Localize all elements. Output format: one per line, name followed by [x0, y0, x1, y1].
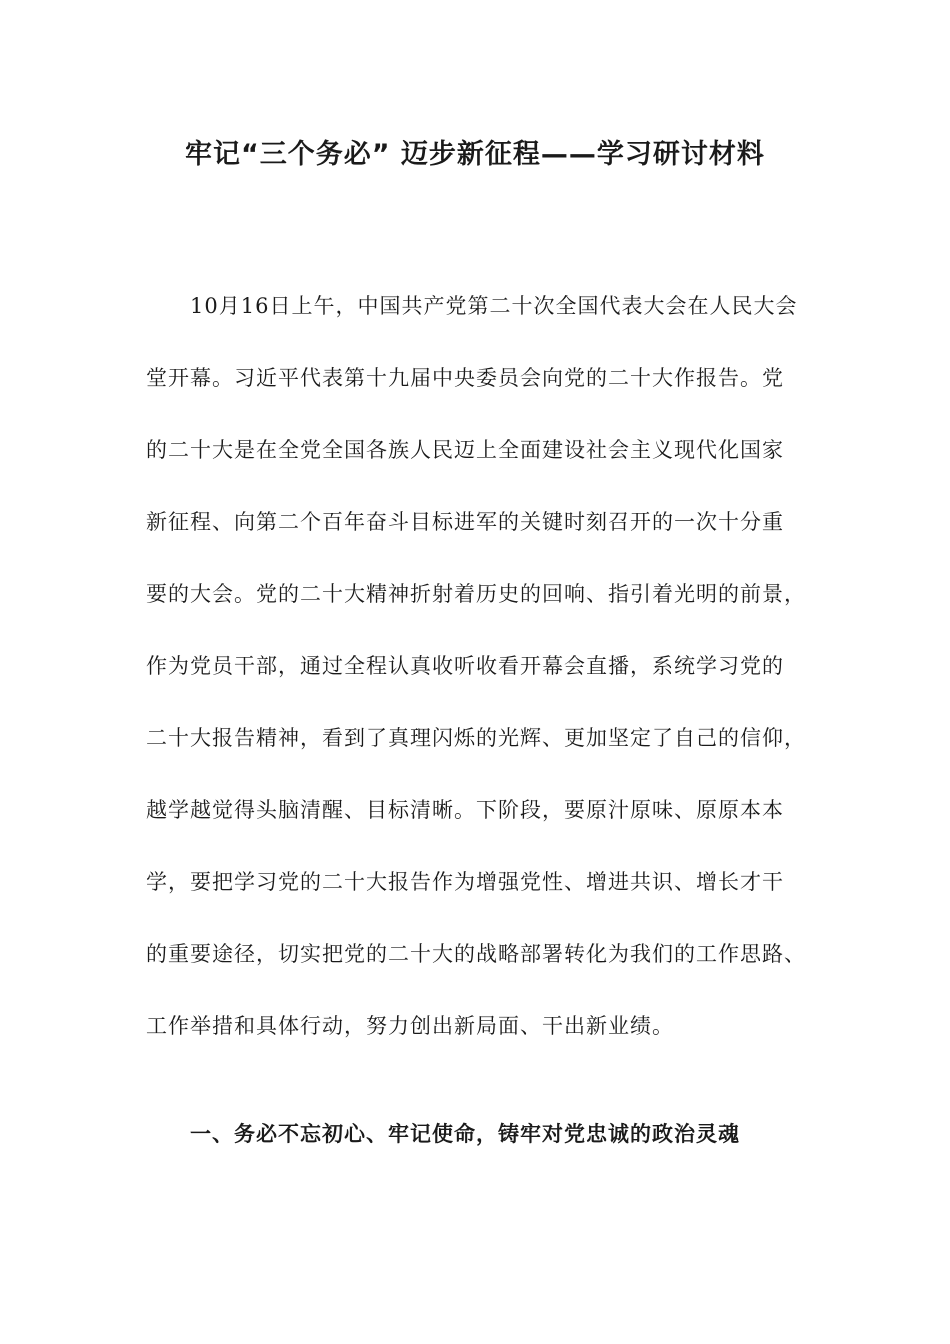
paragraph-line: 要的大会。党的二十大精神折射着历史的回响、指引着光明的前景， — [146, 582, 806, 606]
paragraph-line: 10月16日上午，中国共产党第二十次全国代表大会在人民大会 — [190, 294, 798, 318]
section-heading: 一、务必不忘初心、牢记使命，铸牢对党忠诚的政治灵魂 — [190, 1121, 740, 1146]
paragraph-line: 越学越觉得头脑清醒、目标清晰。下阶段，要原汁原味、原原本本 — [146, 798, 784, 822]
document-title: 牢记“三个务必” 迈步新征程——学习研讨材料 — [185, 139, 765, 170]
paragraph-line: 新征程、向第二个百年奋斗目标进军的关键时刻召开的一次十分重 — [146, 510, 784, 534]
paragraph-line: 的二十大是在全党全国各族人民迈上全面建设社会主义现代化国家 — [146, 438, 784, 462]
paragraph-line: 二十大报告精神，看到了真理闪烁的光辉、更加坚定了自己的信仰， — [146, 726, 806, 750]
paragraph-line: 的重要途径，切实把党的二十大的战略部署转化为我们的工作思路、 — [146, 942, 806, 966]
paragraph-line: 堂开幕。习近平代表第十九届中央委员会向党的二十大作报告。党 — [146, 366, 784, 390]
paragraph-line: 作为党员干部，通过全程认真收听收看开幕会直播，系统学习党的 — [146, 654, 784, 678]
paragraph-line: 工作举措和具体行动，努力创出新局面、干出新业绩。 — [146, 1014, 674, 1038]
paragraph-line: 学，要把学习党的二十大报告作为增强党性、增进共识、增长才干 — [146, 870, 784, 894]
